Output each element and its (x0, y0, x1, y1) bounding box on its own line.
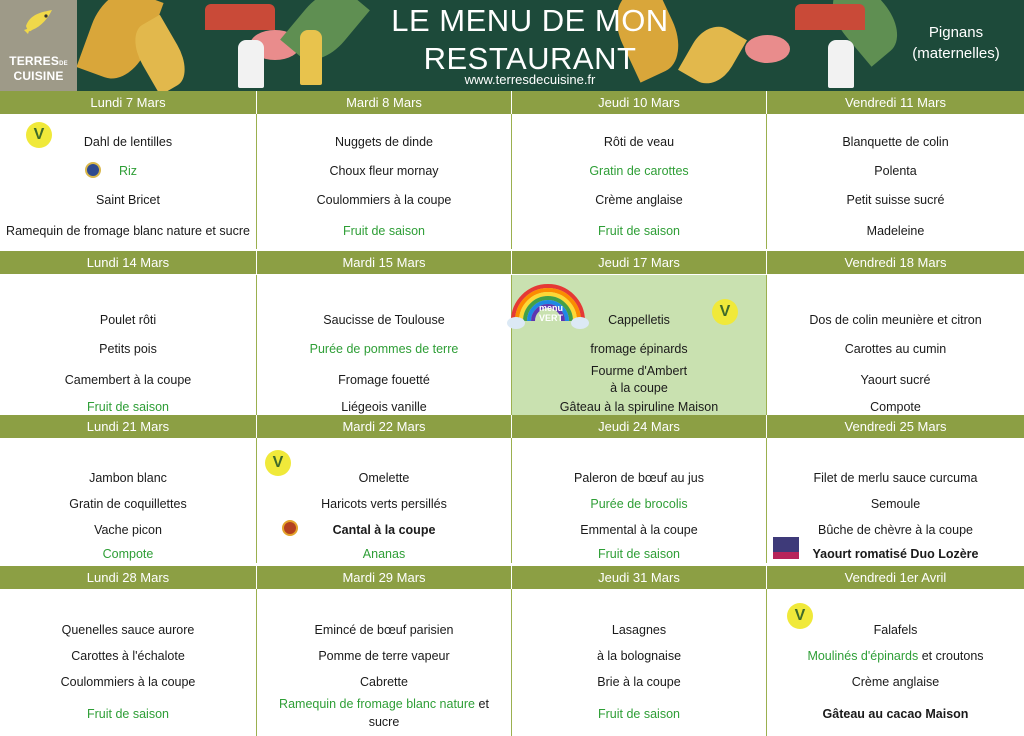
vegetarian-badge: V (265, 450, 291, 476)
day-header: Mardi 22 Mars (257, 415, 512, 438)
dish-cheese: Saint Bricet (96, 193, 160, 207)
terres-de-cuisine-logo (0, 0, 77, 91)
dish-cheese: Yaourt sucré (860, 373, 931, 387)
dish-dessert: Liégeois vanille (341, 400, 427, 414)
school-location: Pignans (maternelles) (912, 24, 1000, 62)
day-menu-cell (767, 275, 1024, 415)
day-header: Jeudi 31 Mars (512, 566, 767, 589)
dish-cheese: Bûche de chèvre à la coupe (818, 523, 973, 537)
dish-dessert: Madeleine (866, 224, 925, 238)
dish-dessert: Ramequin de fromage blanc nature et sucre (6, 224, 250, 238)
day-header: Vendredi 25 Mars (767, 415, 1024, 438)
dish-main: Filet de merlu sauce curcuma (813, 471, 978, 485)
dish-cheese-line2: à la coupe (610, 381, 668, 395)
dish-dessert: Ananas (362, 547, 406, 561)
dish-side: Purée de brocolis (590, 497, 688, 511)
vegetarian-badge: V (712, 299, 738, 325)
dish-main: Poulet rôti (99, 313, 157, 327)
brand-name: TERRESDE CUISINE (9, 54, 68, 83)
dish-main: Saucisse de Toulouse (323, 313, 445, 327)
dish-dessert (257, 697, 511, 712)
vegetarian-badge: V (787, 603, 813, 629)
day-menu-cell (512, 438, 767, 563)
dish-main: Jambon blanc (89, 471, 167, 485)
day-header: Mardi 29 Mars (257, 566, 512, 589)
gardener-illustration (300, 30, 322, 85)
day-menu-cell (257, 438, 512, 563)
website-link[interactable]: www.terresdecuisine.fr (464, 72, 596, 87)
day-menu-cell-menu-vert (512, 275, 767, 415)
dish-dessert: Compote (870, 400, 921, 414)
dish-dessert-conjunction: et (478, 697, 489, 711)
day-menu-cell (0, 114, 257, 249)
dish-main: Omelette (358, 471, 410, 485)
dish-main: Rôti de veau (603, 135, 675, 149)
dish-side: Carottes au cumin (844, 342, 947, 356)
day-menu-cell (767, 114, 1024, 249)
page-title: LE MENU DE MON RESTAURANT (391, 3, 669, 76)
dish-cheese: Vache picon (94, 523, 162, 537)
day-header: Vendredi 11 Mars (767, 91, 1024, 114)
day-header: Lundi 14 Mars (0, 251, 257, 274)
tractor-illustration (205, 4, 275, 30)
dish-side-part: et croutons (921, 649, 984, 663)
day-menu-cell (0, 275, 257, 415)
dish-main: Dahl de lentilles (83, 135, 173, 149)
dish-side: Semoule (870, 497, 921, 511)
dish-cheese: Camembert à la coupe (64, 373, 192, 387)
day-header: Lundi 21 Mars (0, 415, 257, 438)
dish-side: Gratin de coquillettes (69, 497, 187, 511)
dish-cheese: Coulommiers à la coupe (316, 193, 452, 207)
day-header: Mardi 15 Mars (257, 251, 512, 274)
dish-dessert: Fruit de saison (598, 707, 680, 721)
dish-main: Lasagnes (611, 623, 667, 637)
dish-dessert: Gâteau à la spiruline Maison (559, 400, 719, 414)
dish-dessert-part: Ramequin de fromage blanc nature (279, 697, 476, 711)
dish-dessert: Fruit de saison (598, 547, 680, 561)
day-header: Vendredi 18 Mars (767, 251, 1024, 274)
dish-cheese: Cantal à la coupe (332, 523, 436, 537)
dish-main-line2: à la bolognaise (596, 649, 682, 663)
day-menu-cell (0, 589, 257, 736)
day-header: Jeudi 10 Mars (512, 91, 767, 114)
dish-dessert-line2: sucre (368, 715, 400, 729)
dish-main: Dos de colin meunière et citron (809, 313, 982, 327)
menu-vert-label: menu VERT (538, 303, 563, 323)
dish-main: Quenelles sauce aurore (61, 623, 195, 637)
menu-banner (0, 0, 1024, 91)
dish-main: Cappelletis (608, 313, 670, 327)
dish-main: Paleron de bœuf au jus (574, 471, 704, 485)
dish-dessert: Yaourt romatisé Duo Lozère (812, 547, 979, 561)
day-menu-cell (257, 275, 512, 415)
dish-cheese: Fromage fouetté (338, 373, 430, 387)
dish-main: Falafels (873, 623, 918, 637)
dish-cheese: Crème anglaise (595, 193, 683, 207)
day-header: Mardi 8 Mars (257, 91, 512, 114)
dish-cheese: Coulommiers à la coupe (60, 675, 196, 689)
dish-dessert: Gâteau au cacao Maison (822, 707, 969, 721)
bird-icon (22, 8, 56, 36)
dish-main: Emincé de bœuf parisien (314, 623, 454, 637)
gardener-illustration (828, 40, 854, 88)
dish-main: Blanquette de colin (842, 135, 949, 149)
dish-cheese: Petit suisse sucré (846, 193, 945, 207)
dish-cheese: Fourme d'Ambert (590, 364, 688, 378)
dish-side: Pomme de terre vapeur (318, 649, 450, 663)
dish-cheese: Cabrette (360, 675, 408, 689)
dish-dessert: Compote (102, 547, 154, 561)
day-menu-cell (512, 114, 767, 249)
dish-main-line2: fromage épinards (590, 342, 688, 356)
dish-cheese: Crème anglaise (851, 675, 940, 689)
leaf-decoration (745, 35, 790, 63)
day-header: Lundi 28 Mars (0, 566, 257, 589)
dish-side: Choux fleur mornay (329, 164, 439, 178)
dish-main: Nuggets de dinde (335, 135, 433, 149)
day-header: Jeudi 24 Mars (512, 415, 767, 438)
day-menu-cell (257, 114, 512, 249)
dish-side: Purée de pommes de terre (309, 342, 459, 356)
tractor-illustration (795, 4, 865, 30)
dish-side: Petits pois (99, 342, 157, 356)
day-menu-cell (512, 589, 767, 736)
dish-side: Riz (118, 164, 138, 178)
day-header: Vendredi 1er Avril (767, 566, 1024, 589)
dish-dessert: Fruit de saison (87, 707, 169, 721)
dish-side (767, 649, 1024, 664)
dish-dessert: Fruit de saison (343, 224, 425, 238)
dish-side: Haricots verts persillés (321, 497, 447, 511)
day-menu-cell (0, 438, 257, 563)
day-menu-cell (767, 438, 1024, 563)
day-menu-cell (767, 589, 1024, 736)
dish-cheese: Emmental à la coupe (580, 523, 698, 537)
dish-dessert: Fruit de saison (598, 224, 680, 238)
dish-side: Polenta (874, 164, 917, 178)
day-header: Jeudi 17 Mars (512, 251, 767, 274)
dish-side: Gratin de carottes (589, 164, 689, 178)
dish-dessert: Fruit de saison (87, 400, 169, 414)
day-menu-cell (257, 589, 512, 736)
dish-side: Carottes à l'échalote (71, 649, 185, 663)
dish-side-part: Moulinés d'épinards (807, 649, 919, 663)
dish-cheese: Brie à la coupe (597, 675, 681, 689)
day-header: Lundi 7 Mars (0, 91, 257, 114)
leaf-decoration (280, 0, 370, 72)
gardener-illustration (238, 40, 264, 88)
vegetarian-badge: V (26, 122, 52, 148)
